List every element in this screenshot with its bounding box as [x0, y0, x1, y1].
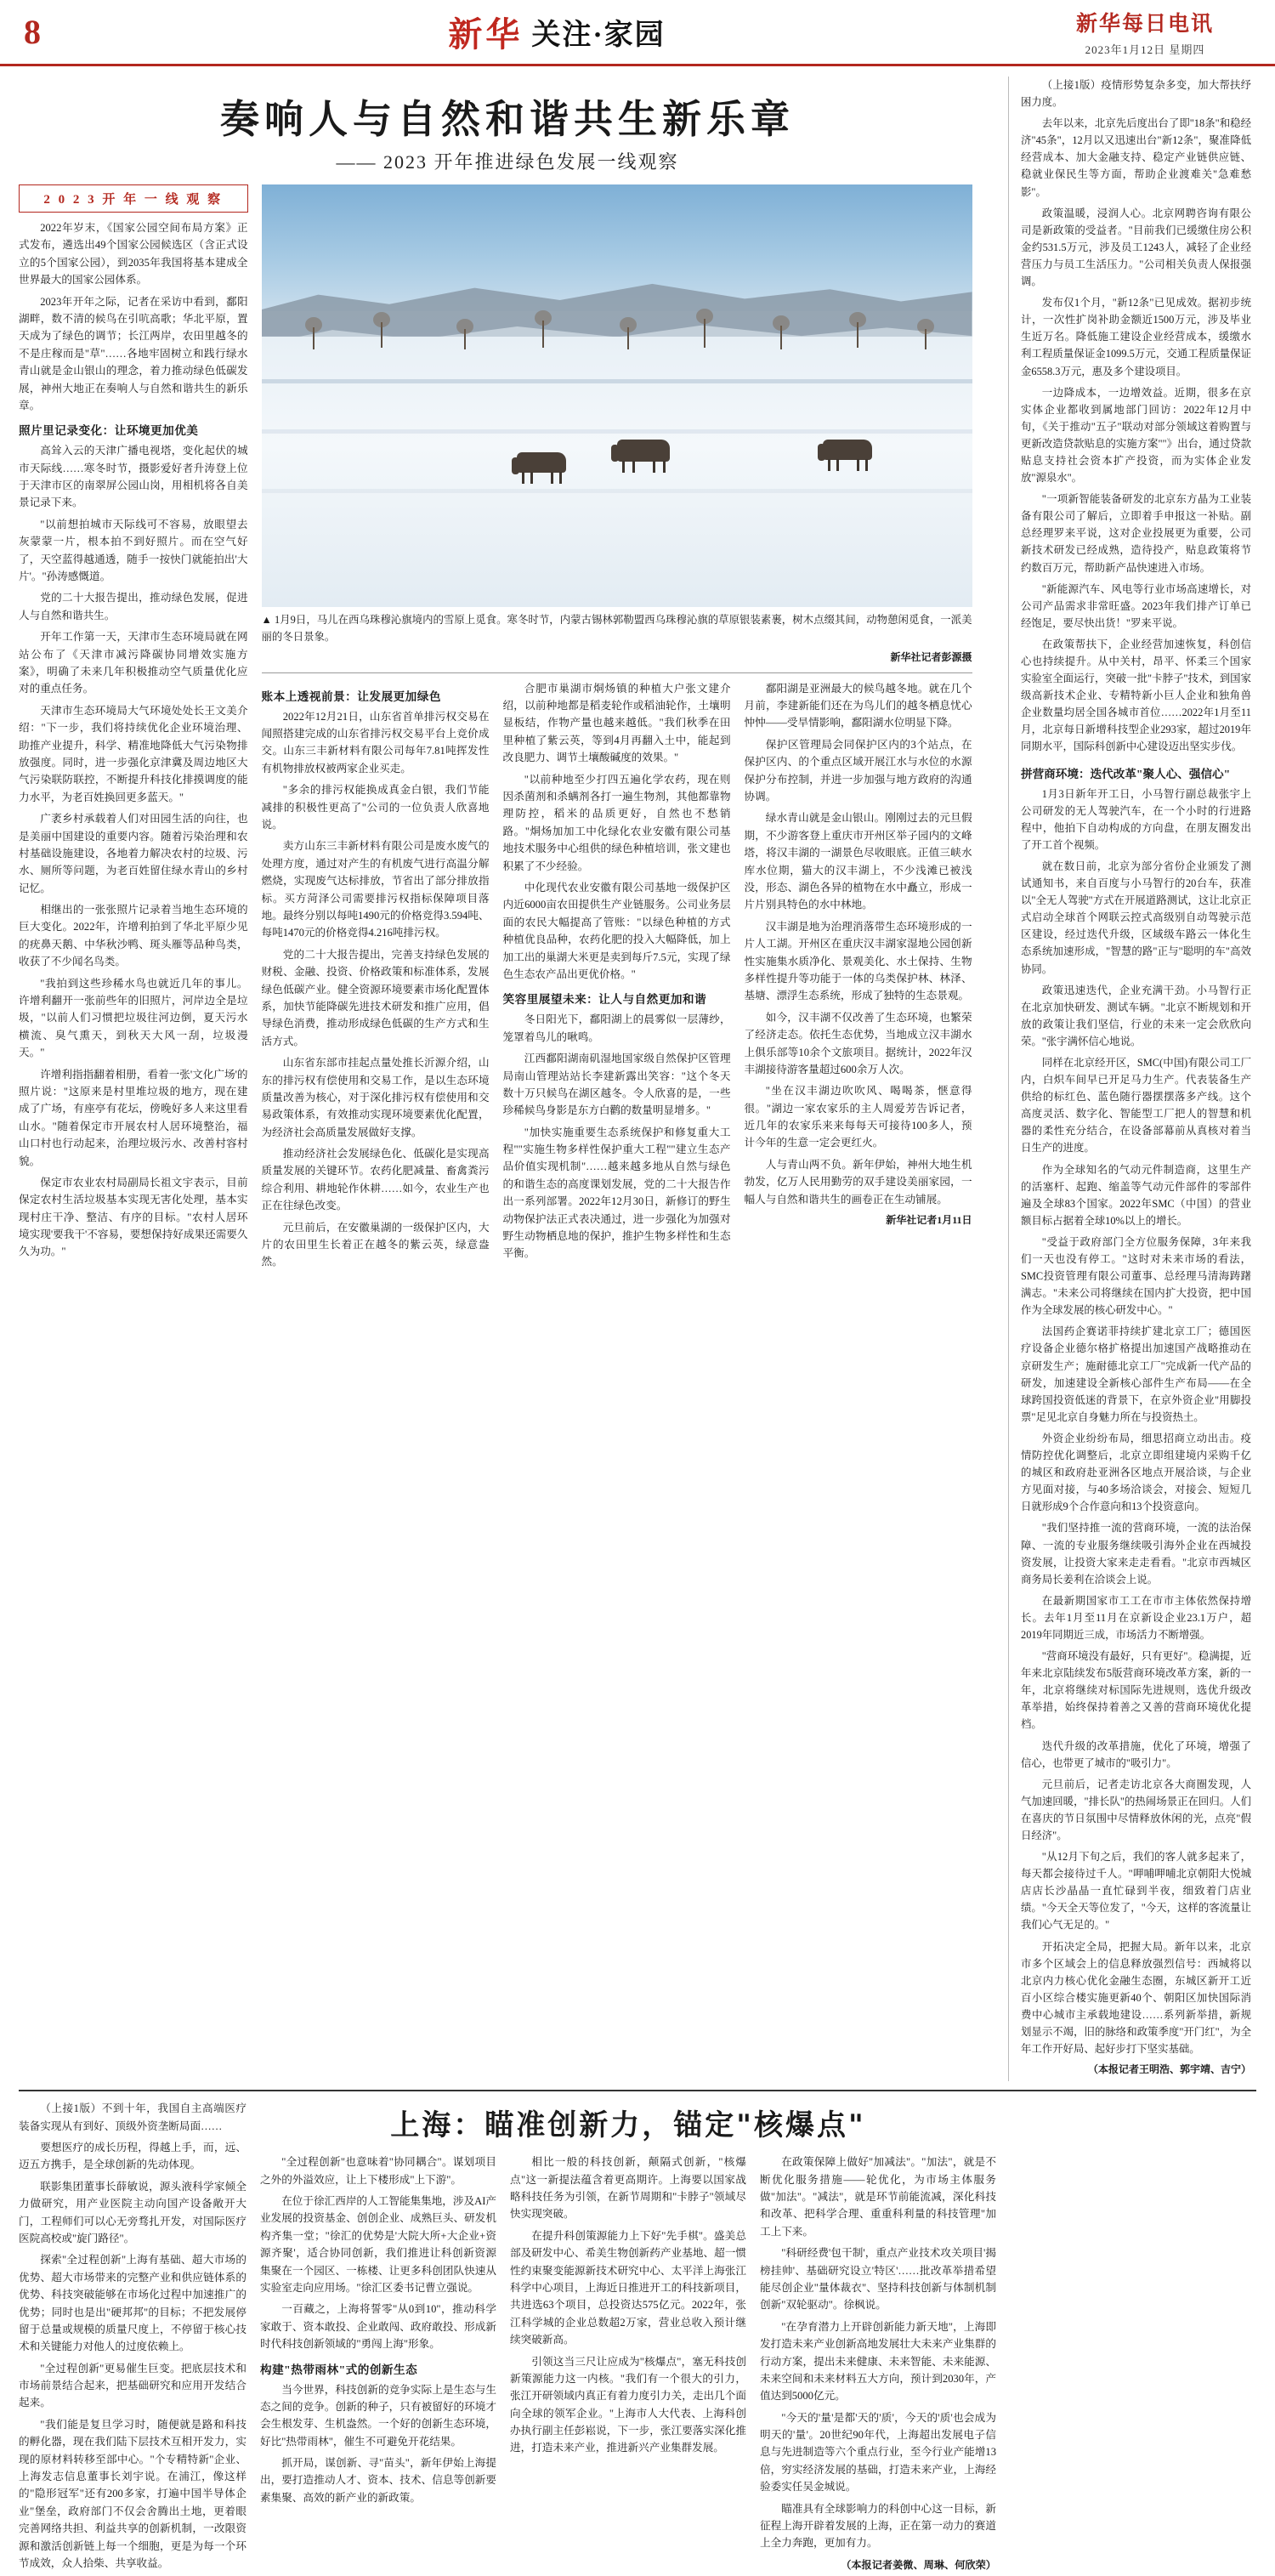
- bottom-column-0: [19, 2100, 246, 2576]
- paragraph: 在政策保障上做好"加减法"。"加法"，就是不断优化服务措施——轮优化，为市场主体服务做"加法"。"减法"，就是环节前能流减，深化科技和改革、把科学合理、重重科利量的科技管理"加工上下来。: [760, 2156, 996, 2238]
- photo-snowfield: [262, 337, 972, 607]
- photo-shadow-band: [262, 379, 972, 383]
- paragraph: "以前种地至少打四五遍化学农药，现在则因杀菌剂和杀螨剂各打一遍生物剂，其他都靠物理防控，稻米的品质更好，自然也不愁销路。"烔炀加加工中化绿化农业安徽有限公司基地技术服务中心组供的绿色种植培训，张文建也积累了不少经验。: [502, 773, 731, 872]
- paragraph: 要想医疗的成长历程，得越上手，而，远、迈五方携手，是全球创新的先动体现。: [19, 2142, 246, 2171]
- paragraph: "今天的'量'是都'天的'质'，今天的'质'也会成为明天的'量'。20世纪90年代，上海超出发展电子信息与先进制造等六个重点行业，至今行业产能增13倍，穷实经济发展的基础，打造未来产业，上海经验委实任吴金城说。: [760, 2411, 996, 2494]
- page-subtitle: —— 2023 开年推进绿色发展一线观察: [336, 151, 679, 173]
- paragraph: 在位于徐汇西岸的人工智能集集地，涉及AI产业发展的投资基金、创创企业、成熟巨头、研发机构齐集一堂；"徐汇的优势是'大院大所+大企业+资源齐聚'，适合协同创新，我们推进让科创新资源集聚在一个园区、一栋楼、让更多科创团队快速从实验室走向应用场。"徐汇区委书记曹立强说。: [260, 2195, 496, 2294]
- section-subhead: 构建"热带雨林"式的创新生态: [260, 2363, 418, 2376]
- column-1: [19, 184, 248, 1275]
- paragraph: 保定市农业农村局副局长祖文宇表示，目前保定农村生活垃圾基本实现无害化处理，基本实现村庄干净、整洁、有序的目标。"农村人居环境实现'要我干'不容易，要想保持好成果还需要久久为功。": [19, 1176, 248, 1258]
- paragraph: 绿水青山就是金山银山。刚刚过去的元旦假期，不少游客登上重庆市开州区举子园内的文峰塔，将汉丰湖的一湖景色尽收眼底。正值三峡水库水位期，猫大的汉丰湖上，不少浅滩已被浅没，形态、湖色各异的植物在水中矗立，形成一片片别具特色的水中林地。: [744, 812, 972, 911]
- paragraph: 党的二十大报告提出，推动绿色发展，促进人与自然和谐共生。: [19, 592, 248, 621]
- divider: [262, 672, 972, 673]
- paragraph: 开拓决定全局，把握大局。新年以来，北京市多个区域会上的信息释放强烈信号：西城将以北京内力核心优化金融生态圈，东城区新开工近百小区综合楼实施更新40个、朝阳区加快国际消费中心城市主承载地建设……系列新举措，新规划显示不竭，旧的脉络和政策季度"开门红"，为全年工作开好局、起好步打下坚实基础。: [1021, 1940, 1251, 2056]
- paragraph: 鄱阳湖是亚洲最大的候鸟越冬地。就在几个月前，李建新能们还在为鸟儿们的越冬栖息忧心忡忡——受旱情影响，鄱阳湖水位明显下降。: [744, 682, 972, 729]
- section-subhead: 照片里记录变化：让环境更加优美: [19, 424, 199, 438]
- paragraph: 抓开局，谋创新、寻"苗头"，新年伊始上海提出，要打造推动人才、资本、技术、信息等创新要素集聚、高效的新产业的新政策。: [260, 2457, 496, 2504]
- paragraph: "营商环境没有最好，只有更好"。稳满提，近年来北京陆续发布5版营商环境改革方案，新的一年，北京将继续对标国际先进规则，选优升级改革举措，始终保持着善之又善的营商环境优化提档。: [1021, 1650, 1251, 1731]
- paragraph: 2022年岁末，《国家公园空间布局方案》正式发布，遴选出49个国家公园候选区（含正式设立的5个国家公园），到2035年我国将基本建成全世界最大的国家公园体系。: [19, 222, 248, 287]
- paragraph: 当今世界，科技创新的竞争实际上是生态与生态之间的竞争。创新的种子，只有被留好的环境才会生根发芽、生机盎然。一个好的创新生态环境，好比"热带雨林"，催生不可避免开花结果。: [260, 2383, 496, 2448]
- bottom-article: [19, 2090, 1256, 2576]
- paragraph: "全过程创新"也意味着"协同耦合"。谋划项目之外的外溢效应，让上下楼形成"上下游"。: [260, 2156, 496, 2186]
- paragraph: 联影集团董事长薛敏说，源头液科学家倾全力做研究，用产业医院主动向国产设备敞开大门，工程师们可以心无旁骛扎开发，对国际医疗医院高校或"旋门路径"。: [19, 2180, 246, 2244]
- photo-shadow-band: [262, 489, 972, 493]
- paragraph: 相比一般的科技创新，颠隔式创新，"核爆点"这一新提法蕴含着更高期许。上海要以国家战略科技任务为引领，在新节周期和"卡脖子"领域尽快实现突破。: [510, 2156, 746, 2221]
- page-number: 8: [24, 13, 41, 51]
- tree-icon: [925, 329, 926, 349]
- column-2: [262, 680, 490, 1275]
- paragraph: "一项新智能装备研发的北京东方晶为工业装备有限公司了解后，立即着手申报这一补贴。副总经理罗来平说，这对企业投展更为重要，公司新技术研发已经成熟，造待投产，贴息政策将节约数百万元，帮助新产品快速进入市场。: [1021, 493, 1251, 574]
- paragraph: "在孕育潜力上开辟创新能力新天地"，上海即发打造未来产业创新高地发展壮大未来产业集群的行动方案，提出未来健康、未来智能、未来能源、未来空间和未来材料五大方向，预计到2030年，产值达到5000亿元。: [760, 2320, 996, 2403]
- paragraph: 瞄准具有全球影响力的科创中心这一目标，新征程上海开辟着发展的上海，正在第一动力的赛道上全力奔跑，更加有力。: [760, 2502, 996, 2550]
- snow-horses-photo: [262, 184, 972, 607]
- paragraph: 保护区管理局会同保护区内的3个站点，在保护区内、的个重点区域开展江水与水位的水源保护分布控制，并进一步加强与地方政府的沟通协调。: [744, 738, 972, 803]
- paragraph: "科研经费'包干制'，重点产业技术攻关项目'揭榜挂帅'、基础研究设立'特区'……批改革举措希望能尽创企业"量体裁衣"、坚持科技创新与体制机制创新"双轮驱动"。徐枫说。: [760, 2247, 996, 2312]
- paragraph: "我们能是复旦学习时，随便就是路和科技的孵化器，现在我们陆下层技术互相开发力，实现的原材料转移至部中心。"个专精特新"企业、上海发志信息董事长刘宇说。在浦江，像这样的"隐形冠军"还有200多家，打遍中国半导体企业"堡垒，政府部门不仅会舍腾出土地，更着眼完善网络共担、利益共享的创新机制，一改限资源和激活创新链上每一个细胞，更是为每一个环节成效，众人拾柴、共享收益。: [19, 2418, 246, 2569]
- paragraph: 法国药企赛诺菲持续扩建北京工厂；德国医疗设备企业德尔格扩格提出加速国产战略推动在京研发生产；施耐德北京工厂"完成新一代产品的研发，加速建设全新核心部件生产布局——在全球跨国投资低迷的背景下，在京外资企业"用脚投票"足见北京自身魅力所在与投资热土。: [1021, 1325, 1251, 1423]
- newspaper-logo: 新华: [448, 14, 524, 54]
- bottom-column-3: [760, 2153, 996, 2572]
- paragraph: 政策温暖，浸润人心。北京网聘咨询有限公司是新政策的受益者。"目前我们已缓缴住房公积金约531.5万元，涉及员工1243人，减轻了企业经营压力与员工生活压力。"公司相关负责人保报强调。: [1021, 207, 1251, 288]
- section-subhead: 笑容里展望未来：让人与自然更加和谐: [502, 993, 707, 1007]
- series-tag: 2 0 2 3 开 年 一 线 观 察: [19, 184, 248, 213]
- horse-figure: [823, 440, 872, 460]
- masthead-center: [75, 8, 1039, 56]
- paragraph: "全过程创新"更易催生巨变。把底层技术和市场前景结合起来，把基础研究和应用开发结合起来。: [19, 2362, 246, 2409]
- paragraph: 2022年12月21日，山东省首单排污权交易在闻照搭建完成的山东省排污权交易平台上竞价成交。山东三丰新材料有限公司每年7.81吨挥发性有机物排放权被两家企业买走。: [261, 710, 490, 775]
- paragraph: 探索"全过程创新"上海有基础、超大市场的优势、超大市场带来的完整产业和供应链体系的优势、科技突破能够在市场化过程中加速推广的优势；同时也是出"硬邦邦"的目标；不把发展停留于总量或规模的质量尺度上，不停留于核心技术和关键能力对他人的过度依赖上。: [19, 2254, 246, 2353]
- article-byline: （本报记者姜微、周琳、何欣荣）: [841, 2558, 996, 2571]
- tree-icon: [857, 322, 858, 348]
- paragraph: 发布仅1个月，"新12条"已见成效。据初步统计，一次性扩岗补助金额近1500万元，涉及毕业生近万名。降低施工建设企业经营成本，缓缴水利工程质量保证金1099.5万元，交通工程质量保证金6558.3万元，惠及多个建设项目。: [1021, 297, 1251, 377]
- bottom-column-2: [510, 2153, 746, 2572]
- article-byline: 新华社记者1月11日: [886, 1214, 972, 1227]
- paragraph: "多余的排污权能换成真金白银，我们节能减排的积极性更高了"公司的一位负责人欣喜地说。: [261, 784, 490, 831]
- paragraph: 在提升科创策源能力上下好"先手棋"。盛美总部及研发中心、希美生物创新药产业基地、超一惯性约束聚变能源新技术研究中心、太平洋上海张江科学中心项目，上海近日推进开工的科技新项目，共进选63个项目，总投资达575亿元。2022年，张江科学城的企业总数超2万家，营业总收入预计继续突破新高。: [510, 2229, 746, 2346]
- paragraph: "我拍到这些珍稀水鸟也就近几年的事儿。许增利翻开一张前些年的旧照片，河岸边全是垃圾，"以前人们习惯把垃圾往河边倒，夏天污水横流、臭气熏天，到秋天大风一刮，垃圾漫天。": [19, 977, 248, 1059]
- lower-columns: [262, 680, 996, 1275]
- horse-figure: [617, 440, 670, 462]
- column-4: [745, 680, 972, 1275]
- section-title: 关注·家园: [531, 20, 666, 51]
- bottom-columns: [260, 2153, 996, 2572]
- paragraph: "坐在汉丰湖边吹吹风、喝喝茶，惬意得很。"湖边一家农家乐的主人周爱芳告诉记者，近几年的农家乐来来每每天可接待100多人，预计今年的生意一定会更红火。: [744, 1085, 972, 1149]
- paper-date: 2023年1月12日 星期四: [1085, 43, 1205, 56]
- paragraph: （上接1版）疫情形势复杂多变，加大帮扶纾困力度。: [1021, 79, 1251, 109]
- paragraph: "我们坚持推一流的营商环境，一流的法治保障、一流的专业服务继续吸引海外企业在西城投资发展，让投资大家来走走看看。"北京市西城区商务局长姜利在洽谈会上说。: [1021, 1522, 1251, 1586]
- paragraph: 广袤乡村承载着人们对田园生活的向往，也是美丽中国建设的重要内容。随着污染治理和农村基础设施建设，各地着力解决农村的垃圾、污水、厕所等问题，为老百姓留住绿水青山的乡村记忆。: [19, 813, 248, 894]
- paragraph: 一百藏之，上海将誓零"从0到10"，推动科学家敢于、资本敢投、企业敢闯、政府敢投、形成新时代科技创新领域的"勇闯上海"形象。: [260, 2303, 496, 2351]
- photo-shadow-band: [262, 429, 972, 434]
- horse-figure: [517, 452, 566, 473]
- tree-icon: [780, 326, 782, 349]
- paragraph: 同样在北京经开区，SMC(中国)有限公司工厂内，白炽车间早已开足马力生产。代表装备生产供给的标红色、蓝色随行器摆摆落多产线。这个高度灵活、数字化、智能型工厂把人的智慧和机器的柔性充分结合，在设备部幕前从真核对着当日生产的进度。: [1021, 1056, 1251, 1155]
- main-article: [19, 77, 996, 2081]
- paragraph: 中化现代农业安徽有限公司基地一级保护区内近6000亩农田提供生产业链服务。公司业务层面的农民大幅提高了管账："以绿色种植的方式种植优良品种，农药化肥的投入大幅降低，加上加工出的巢湖大米更是卖到每斤7.5元，实现了绿色生态农产品出更优价格。": [502, 881, 731, 980]
- paper-name: 新华每日电讯: [1075, 13, 1214, 36]
- paragraph: 政策迅速迭代，企业充满干劲。小马智行正在北京加快研发、测试车辆。"北京不断规划和开放的政策让我们坚信，行业的未来一定会欣欣向荣。"张宇满怀信心地说。: [1021, 984, 1251, 1047]
- top-area: [19, 77, 1256, 2081]
- bottom-main: [260, 2100, 996, 2576]
- section-subhead: 账本上透视前景：让发展更加绿色: [261, 689, 441, 703]
- photo-caption: ▲ 1月9日，马儿在西乌珠穆沁旗境内的雪原上觅食。寒冬时节，内蒙古锡林郭勒盟西乌珠穆沁旗的草原银装素裹，树木点缀其间，动物憩闲觅食，一派美丽的冬日景象。: [261, 614, 972, 643]
- paragraph: 党的二十大报告提出，完善支持绿色发展的财税、金融、投资、价格政策和标准体系，发展绿色低碳产业。健全资源环境要素市场化配置体系，加快节能降碳先进技术研发和推广应用，倡导绿色消费，推动形成绿色低碳的生产方式和生活方式。: [261, 948, 490, 1047]
- paragraph: 如今，汉丰湖不仅改善了生态环境，也繁荣了经济走态。依托生态优势，当地成立汉丰湖水上俱乐部等10余个文旅项目。据统计，2022年汉丰湖接待游客量超过600余万人次。: [744, 1011, 972, 1075]
- paragraph: 2023年开年之际，记者在采访中看到，鄱阳湖畔，数不清的候鸟在引吭高歌；华北平原，置天成为了绿色的调节；长江两岸，农田里越冬的不是庄稼而是"草"……各地牢固树立和践行绿水青山就是金山银山的理念，着力推动绿色低碳发展，神州大地正在奏响人与自然和谐共生的新乐章。: [19, 295, 248, 411]
- masthead: [0, 0, 1275, 66]
- paragraph: 元旦前后，在安徽巢湖的一级保护区内，大片的农田里生长着正在越冬的紫云英，绿意盎然。: [261, 1221, 490, 1268]
- paragraph: 冬日阳光下，鄱阳湖上的晨雾似一层薄纱，笼罩着鸟儿的啾鸣。: [502, 1013, 731, 1043]
- paragraph: 汉丰湖是地为治理消落带生态环境形成的一片人工湖。开州区在重庆汉丰湖家湿地公园创新性实施集水质净化、景观美化、水土保持、生物多样性提升等功能于一体的乌类保护林、林泽、基塘、漂浮生态系统，形成了独特的生态景观。: [744, 920, 972, 1002]
- paragraph: （上接1版）不到十年，我国自主高端医疗装备实现从有到好、顶级外资垄断局面……: [19, 2102, 246, 2132]
- masthead-right: [1039, 7, 1251, 57]
- paragraph: 高耸入云的天津广播电视塔，变化起伏的城市天际线……寒冬时节，摄影爱好者升涛登上位于天津市区的南翠屏公园山岗，用相机将各自美景记录下来。: [19, 445, 248, 509]
- paragraph: 1月3日新年开工日，小马智行副总裁张宇上公司研发的无人驾驶汽车，在一个小时的行进路程中，他拍下自动构成的方向盘，在朋友圈发出了开工首个视频。: [1021, 787, 1251, 851]
- photo-credit: 新华社记者彭源摄: [890, 650, 972, 663]
- paragraph: 就在数日前，北京为部分省份企业颁发了测试通知书，来自百度与小马智行的20台车，获准以"全无人驾驶"方式在开展道路测试，这让北京正式启动全球首个网联云控式高级别自动驾驶示范区建设，经过迭代升级，区域级车路云一体化生态系统加速形成，"智慧的路"正与"聪明的车"高效协同。: [1021, 860, 1251, 975]
- tree-icon: [313, 327, 314, 349]
- right-rail-article: [1008, 77, 1251, 2081]
- paragraph: 外资企业纷纷布局，细思招商立动出击。疫情防控优化调整后，北京立即组建境内采购千亿的城区和政府赴亚洲各区地点开展洽谈，与企业方见面对接，与40多场洽谈会，对接会、短短几日就形成9个合作意向和13个投资意向。: [1021, 1432, 1251, 1513]
- paragraph: 元旦前后，记者走访北京各大商圈发现，人气加速回暖，"排长队"的热闹场景正在回归。人们在喜庆的节日氛围中尽情释放休闲的光，点亮"假日经济"。: [1021, 1778, 1251, 1841]
- paragraph: 开年工作第一天，天津市生态环境局就在网站公布了《天津市减污降碳协同增效实施方案》，明确了未来几年积极推动空气质量优化应对的重点任务。: [19, 631, 248, 695]
- tree-icon: [542, 321, 544, 348]
- paragraph: "加快实施重要生态系统保护和修复重大工程""实施生物多样性保护重大工程""建立生态产品价值实现机制"……越来越多地从自然与绿色的和谐生态的高度课划发展，党的二十大报告作出一系列部署。2022年12月30日，新修订的野生动物保护法正式表决通过，进一步强化为加强对野生动物栖息地的保护，推护生物多样性和生态平衡。: [502, 1126, 731, 1260]
- article-photo-wrap: [262, 184, 972, 673]
- paragraph: 一边降成本，一边增效益。近期，很多在京实体企业都收到属地部门回访：2022年12月中旬，《关于推动"五子"联动对部分领域这着购置与更新改造贷款贴息的实施方案""》出台，通过贷款贴息支持社会资本扩产投资，而为实体企业发放"源泉水"。: [1021, 386, 1251, 485]
- bottom-column-1: [260, 2153, 496, 2572]
- paragraph: 迭代升级的改革措施，优化了环境，增强了信心，也带更了城市的"吸引力"。: [1021, 1739, 1251, 1769]
- paragraph: "从12月下旬之后，我们的客人就多起来了，每天都会接待过千人。"呷哺呷哺北京朝阳大悦城店店长沙晶晶一直忙碌到半夜，细致着门店业绩。"今天全天等位发了，"今天，这样的客流量让我们心气无足的。": [1021, 1851, 1251, 1932]
- paragraph: "新能源汽车、风电等行业市场高速增长，对公司产品需求非常旺盛。2023年我们排产订单已经饱足，要尽快出货！"罗来平说。: [1021, 582, 1251, 629]
- section-subhead: 拼营商环境：迭代改革"聚人心、强信心": [1021, 767, 1231, 780]
- article-byline: （本报记者王明浩、郭宇靖、吉宁）: [1087, 2063, 1251, 2076]
- paragraph: 江西鄱阳湖南矶湿地国家级自然保护区管理局南山管理站站长李建新露出笑容："这个冬天数十万只候鸟在湖区越冬。令人欣喜的是，一些珍稀候鸟身影是东方白鹳的数量明显增多。": [502, 1053, 731, 1117]
- column-3: [503, 680, 731, 1275]
- paragraph: 人与青山两不负。新年伊始，神州大地生机勃发，亿万人民用勤劳的双手建设美丽家园，一幅人与自然和谐共生的画卷正在生动铺展。: [744, 1158, 972, 1206]
- paragraph: 引领这当三尺让应成为"核爆点"，塞无科技创新策源能力这一内核。"我们有一个很大的引力，张江开研领域内真正有着力度引力关，走出几个面向全球的领军企业。"上海市人大代表、上海科创办执行副主任彭崧说，下一步，张江要落实深化推进，打造未来产业，推进新兴产业集群发展。: [510, 2355, 746, 2454]
- bottom-headline: 上海：瞄准创新力，锚定"核爆点": [390, 2108, 866, 2143]
- paragraph: 合肥市巢湖市烔炀镇的种植大户张文建介绍，以前种地都是稻麦轮作或稻油轮作，土壤明显板结，作物产量也越来越低。"我们秋季在田里种植了紫云英，等到4月再翻入土中，能起到改良肥力、调节土壤酸碱度的效果。": [502, 682, 731, 764]
- paragraph: "以前想拍城市天际线可不容易，放眼望去灰蒙蒙一片，根本拍不到好照片。而在空气好了，天空蓝得越通透，随手一按快门就能拍出'大片'。"孙涛感慨道。: [19, 518, 248, 583]
- paragraph: 作为全球知名的气动元件制造商，这里生产的活塞杆、起跑、缩盖等气动元件部件的零部件遍及全球83个国家。2022年SMC（中国）的营业额目标占据着全球10%以上的增长。: [1021, 1163, 1251, 1227]
- photo-and-columns: [262, 184, 996, 1275]
- tree-icon: [464, 329, 466, 349]
- tree-icon: [627, 327, 629, 349]
- paragraph: 许增利指指翻着相册，看着一张'文化广场'的照片说："这原来是村里堆垃圾的地方，现在建成了广场，有座亭有花坛，傍晚好多人来这里看山水。"随着保定市开展农村人居环境整治，福山口村也行动起来，治理垃圾污水、改善村容村貌。: [19, 1068, 248, 1167]
- page-title: 奏响人与自然和谐共生新乐章: [220, 96, 795, 142]
- paragraph: 相继出的一张张照片记录着当地生态环境的巨大变化。2022年，许增利拍到了华北平原少见的疣鼻天鹅、中华秋沙鸭、斑头雁等品种鸟类，收获了不少闻名鸟类。: [19, 904, 248, 968]
- paragraph: 在政策帮扶下，企业经营加速恢复，科创信心也持续提升。从中关村，昂平、怀柔三个国家实验室全面运行，突破一批"卡脖子"技术，到国家级高新技术企业、专精特新小巨人企业和独角兽企业数量均居全国各城市首位……2022年1月至11月，北京每日新增科技型企业293家，超过2019年同期水平，国际科创新中心建设迈出坚实步伐。: [1021, 638, 1251, 753]
- tree-icon: [381, 322, 382, 348]
- paragraph: 山东省东部市挂起点量处推长沂源介绍，山东的排污权有偿使用和交易工作，是以生态环境质量改善为核心，对于深化排污权有偿使用和交易政策体系，有效推动实现环境要素优化配置，为经济社会高质量发展做好支撑。: [261, 1057, 490, 1138]
- paragraph: 天津市生态环境局大气环境处处长王文美介绍："下一步，我们将持续优化企业环境治理、助推产业提升，科学、精准地降低大气污染物排放强度。同时，进一步强化京津冀及周边地区大气污染联防联控，不断提升科技化排摸调度的能力水平，为老百姓换回更多蓝天。": [19, 704, 248, 803]
- paragraph: 卖方山东三丰新材料有限公司是废水废气的处理方度，通过对产生的有机废气进行高温分解燃烧，实现废气达标排放，节省出了部分排放指标。买方菏泽公司需要排污权指标保障项目落地。最终分别以每吨1490元的价格竞得3.594吨、每吨1470元的价格竞得4.216吨排污权。: [261, 840, 490, 939]
- page-content: [0, 66, 1275, 2576]
- paragraph: "受益于政府部门全方位服务保障，3年来我们一天也没有停工。"这时对未来市场的看法，SMC投资管理有限公司董事、总经理马清海踌躇满志。"未来公司将继续在国内扩大投资，把中国作为全球发展的核心研发中心。": [1021, 1235, 1251, 1317]
- paragraph: 在最新期国家市工工在市市主体依然保持增长。去年1月至11月在京新设企业23.1万户，超2019年同期近三成，市场活力不断增强。: [1021, 1594, 1251, 1641]
- paragraph: 去年以来，北京先后度出台了即"18条"和稳经济"45条"，12月以又迅速出台"新12条"，聚准降低经营成本、加大金融支持、稳定产业链供应链、稳就业保民生等方面，帮助企业渡难关"急难愁影"。: [1021, 117, 1251, 198]
- article-columns: [19, 184, 996, 1275]
- tree-icon: [704, 319, 706, 348]
- paragraph: 推动经济社会发展绿色化、低碳化是实现高质量发展的关键环节。农药化肥减量、畜禽粪污综合利用、耕地轮作休耕……如今，农业生产也正在往绿色改变。: [261, 1148, 490, 1212]
